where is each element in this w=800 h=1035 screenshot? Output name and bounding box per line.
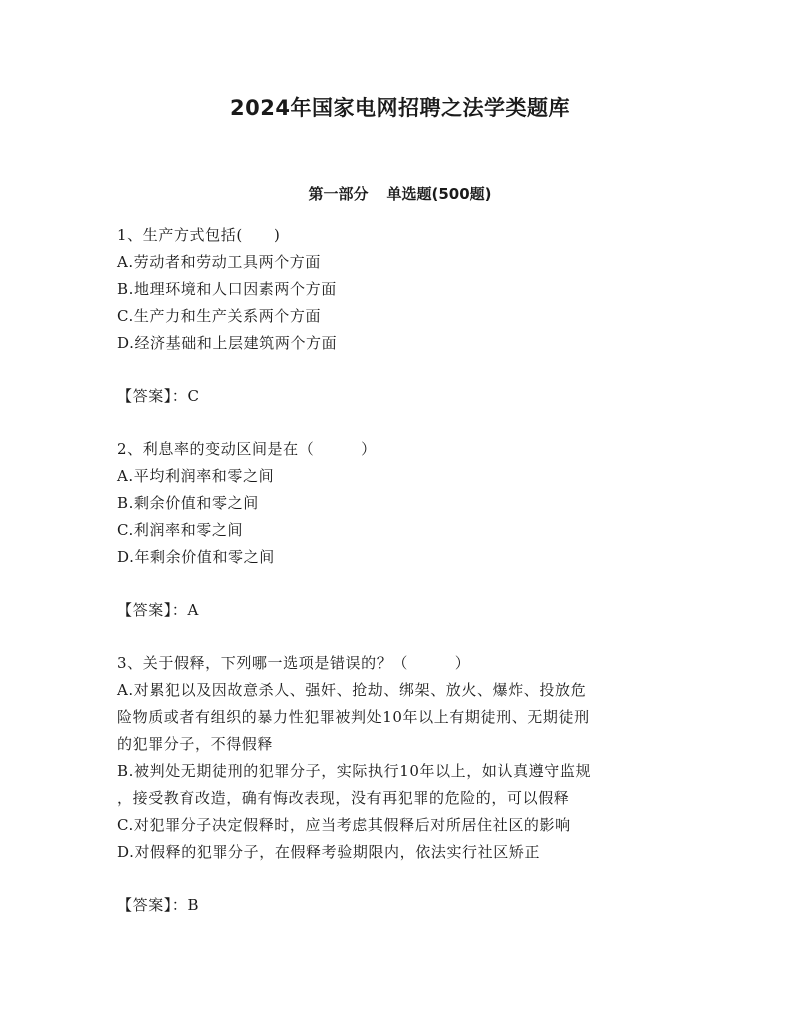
option-b: B.地理环境和人口因素两个方面 <box>117 280 337 298</box>
option-b-line-2: ，接受教育改造，确有悔改表现，没有再犯罪的危险的，可以假释 <box>117 789 570 807</box>
option-c: C.利润率和零之间 <box>117 521 244 539</box>
section-heading <box>0 183 800 204</box>
question-stem: 1、生产方式包括( ) <box>117 226 281 244</box>
question-stem: 3、关于假释，下列哪一选项是错误的？（ ） <box>117 654 471 672</box>
option-c: C.对犯罪分子决定假释时，应当考虑其假释后对所居住社区的影响 <box>117 816 571 834</box>
section-name: 第一部分 <box>308 185 369 203</box>
answer-label: 【答案】： <box>117 387 188 405</box>
answer-value: B <box>187 896 200 914</box>
question-1 <box>117 222 677 357</box>
option-d: D.经济基础和上层建筑两个方面 <box>117 334 338 352</box>
answer-line-2 <box>117 597 677 624</box>
question-list <box>117 222 677 945</box>
option-a-line-3: 的犯罪分子，不得假释 <box>117 735 274 753</box>
document-title: 2024年国家电网招聘之法学类题库 <box>230 96 570 120</box>
answer-label: 【答案】： <box>117 896 188 914</box>
option-a-line-1: A.对累犯以及因故意杀人、强奸、抢劫、绑架、放火、爆炸、投放危 <box>117 681 587 699</box>
answer-value: A <box>187 601 199 619</box>
option-a: A.劳动者和劳动工具两个方面 <box>117 253 322 271</box>
option-c: C.生产力和生产关系两个方面 <box>117 307 322 325</box>
option-a: A.平均利润率和零之间 <box>117 467 275 485</box>
option-d: D.年剩余价值和零之间 <box>117 548 275 566</box>
answer-label: 【答案】： <box>117 601 188 619</box>
question-2 <box>117 436 677 571</box>
answer-line-1 <box>117 383 677 410</box>
option-b-line-1: B.被判处无期徒刑的犯罪分子，实际执行10年以上，如认真遵守监规 <box>117 762 592 780</box>
question-3 <box>117 650 677 866</box>
section-subtitle: 单选题(500题) <box>386 185 492 203</box>
answer-line-3 <box>117 892 677 919</box>
option-b: B.剩余价值和零之间 <box>117 494 259 512</box>
option-a-line-2: 险物质或者有组织的暴力性犯罪被判处10年以上有期徒刑、无期徒刑 <box>117 708 590 726</box>
option-d: D.对假释的犯罪分子，在假释考验期限内，依法实行社区矫正 <box>117 843 541 861</box>
question-stem: 2、利息率的变动区间是在（ ） <box>117 440 377 458</box>
answer-value: C <box>187 387 200 405</box>
